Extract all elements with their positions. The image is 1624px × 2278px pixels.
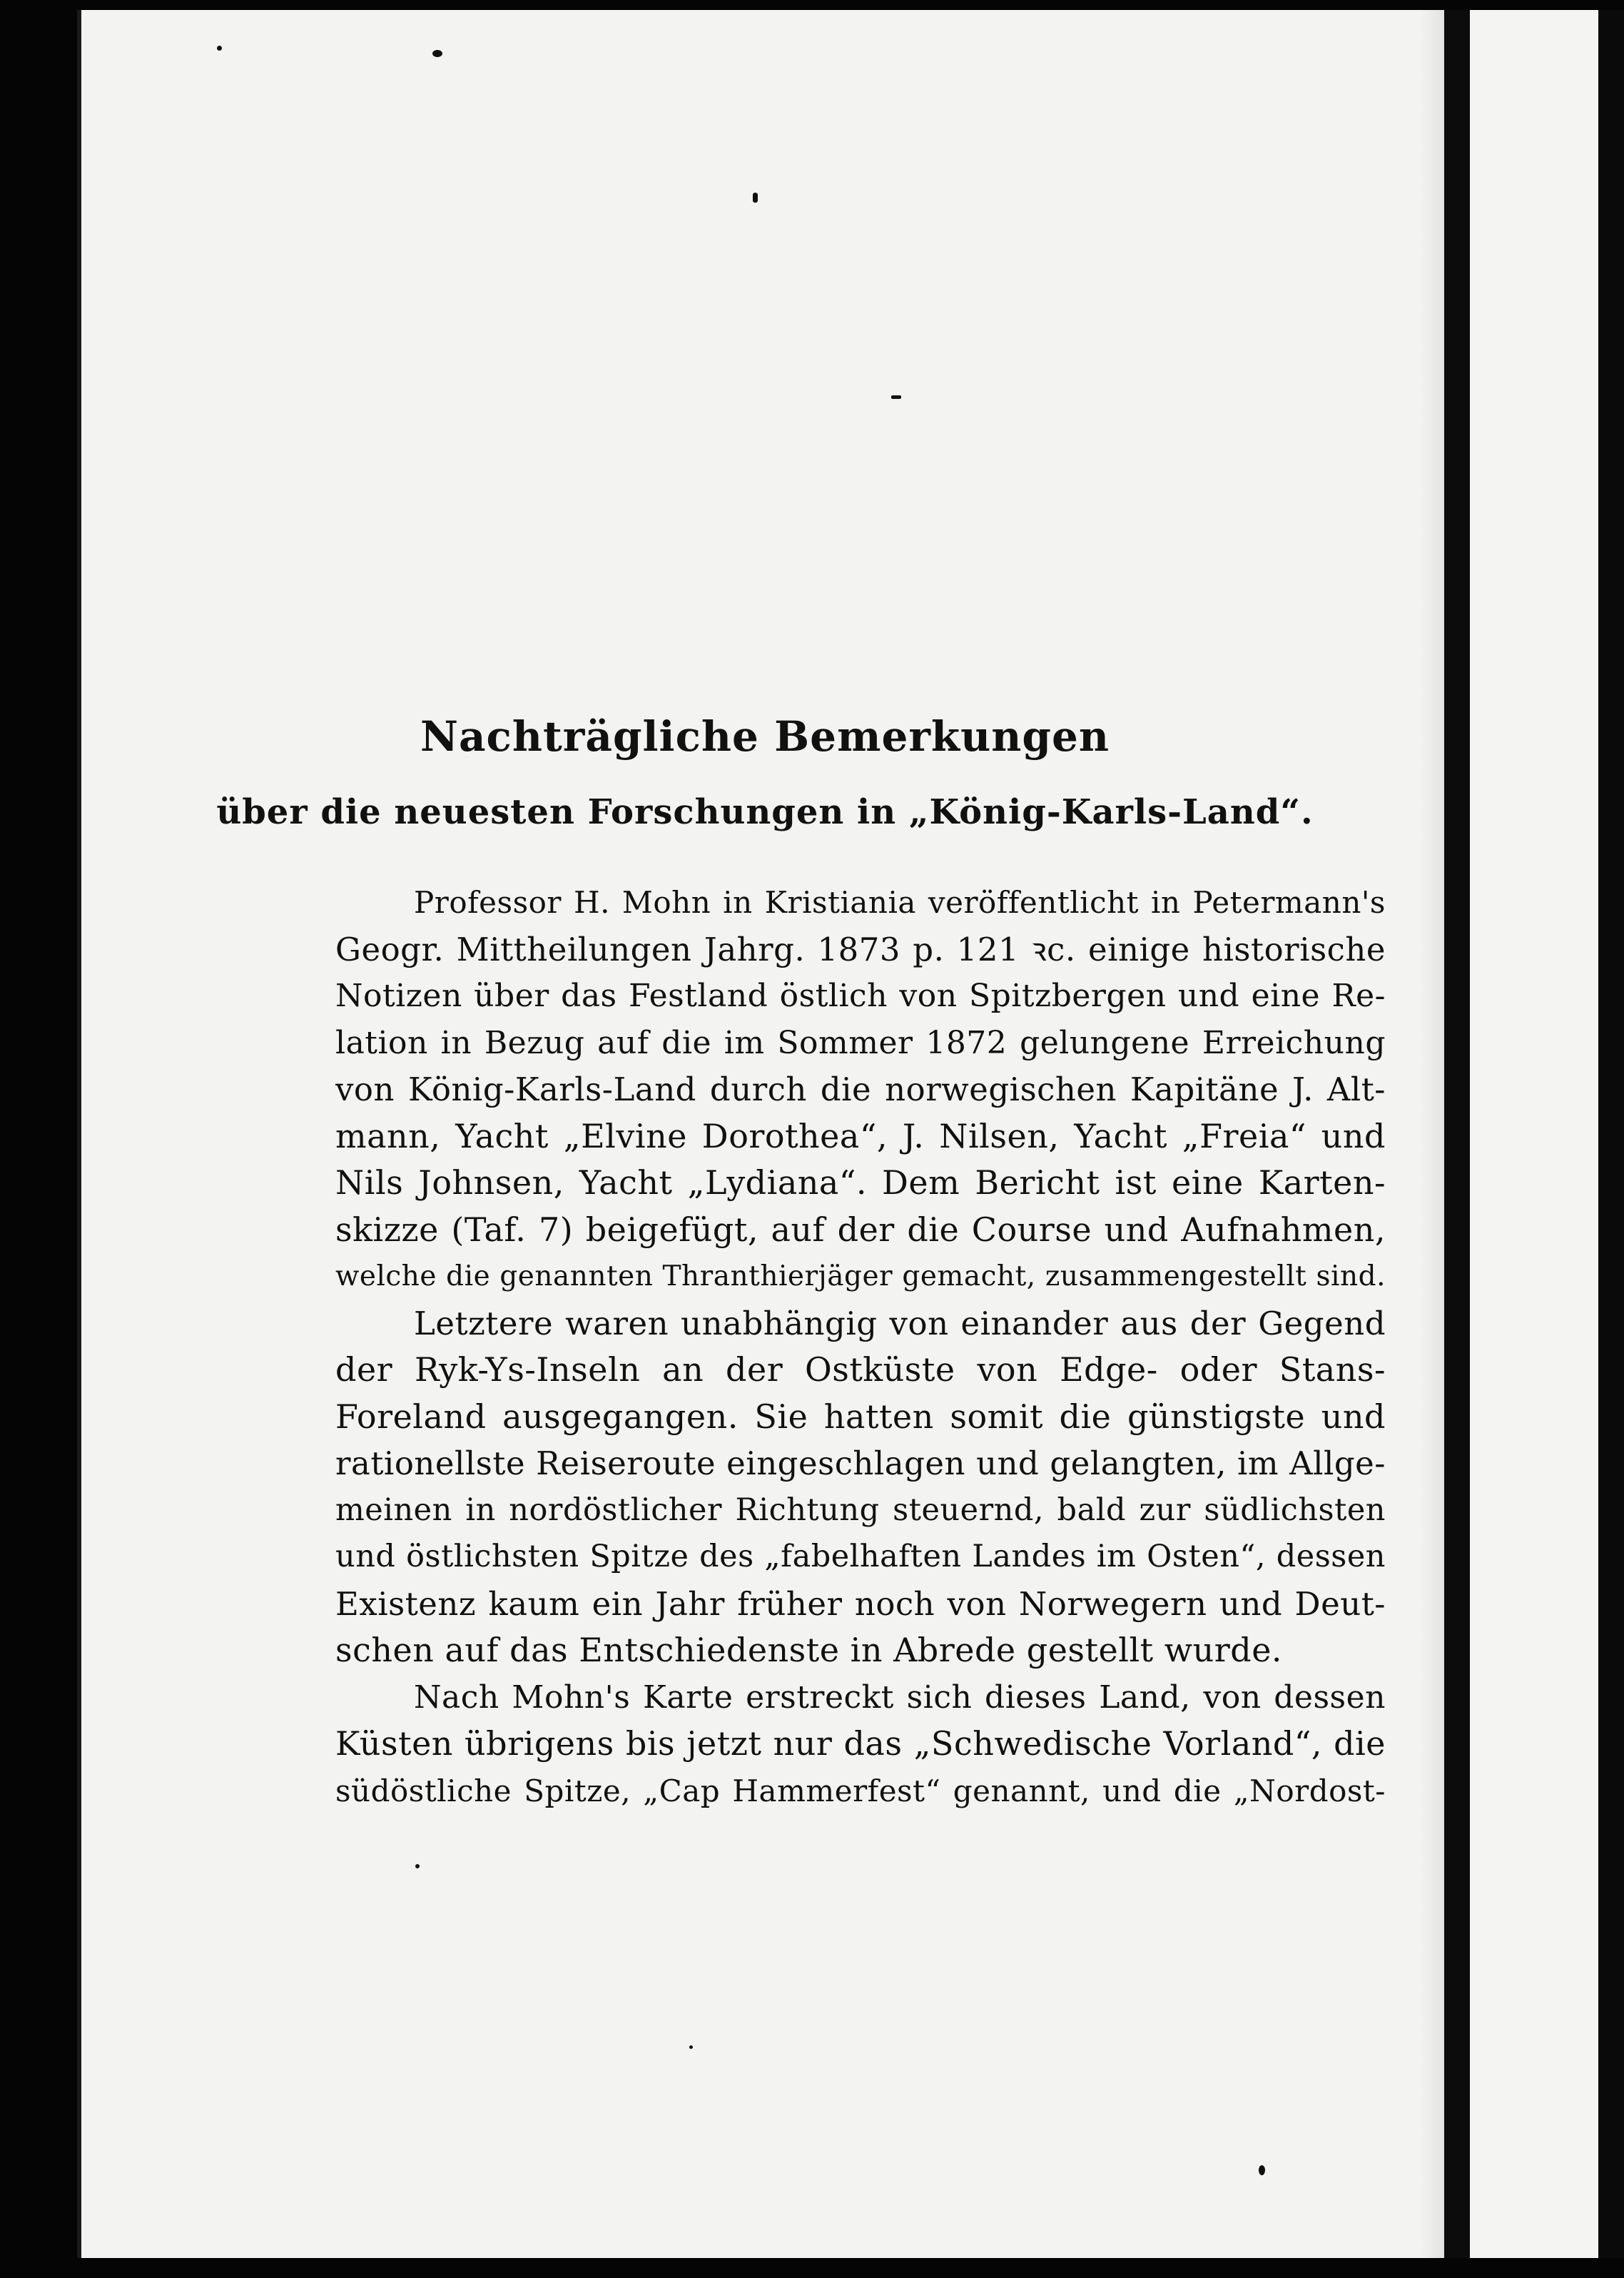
text-line: von König-Karls-Land durch die norwegischen Kapitäne J. Alt- bbox=[335, 1070, 1386, 1108]
scan-speck bbox=[1259, 2165, 1265, 2175]
adjacent-page-edge bbox=[1470, 10, 1605, 2258]
text-line: skizze (Taf. 7) beigefügt, auf der die Course und Aufnahmen, bbox=[335, 1210, 1386, 1249]
text-line: rationellste Reiseroute eingeschlagen und gelangten, im Allge- bbox=[335, 1444, 1386, 1482]
text-line: Professor H. Mohn in Kristiania veröffentlicht in Petermann's bbox=[414, 885, 1386, 920]
scan-speck bbox=[753, 193, 758, 203]
text-line: Küsten übrigens bis jetzt nur das „Schwedische Vorland“, die bbox=[335, 1724, 1386, 1763]
page-title: Nachträgliche Bemerkungen bbox=[420, 712, 1110, 761]
book-binding bbox=[1444, 10, 1470, 2258]
text-line: schen auf das Entschiedenste in Abrede gestellt wurde. bbox=[335, 1631, 1283, 1669]
text-line: Foreland ausgegangen. Sie hatten somit die günstigste und bbox=[335, 1397, 1386, 1436]
text-line: Notizen über das Festland östlich von Spitzbergen und eine Re- bbox=[335, 978, 1386, 1014]
scan-border bbox=[1598, 10, 1624, 2258]
text-line: Nach Mohn's Karte erstreckt sich dieses Land, von dessen bbox=[414, 1679, 1386, 1716]
scan-speck bbox=[689, 2045, 693, 2049]
text-line: lation in Bezug auf die im Sommer 1872 gelungene Erreichung bbox=[335, 1024, 1386, 1061]
page-subtitle: über die neuesten Forschungen in „König-Karls-Land“. bbox=[216, 792, 1314, 832]
text-line: südöstliche Spitze, „Cap Hammerfest“ genannt, und die „Nordost- bbox=[335, 1773, 1386, 1808]
body-text bbox=[335, 879, 1386, 1814]
text-line: und östlichsten Spitze des „fabelhaften Landes im Osten“, dessen bbox=[335, 1539, 1386, 1574]
text-line: Geogr. Mittheilungen Jahrg. 1873 p. 121 ꝛc. einige historische bbox=[335, 930, 1386, 968]
text-line: mann, Yacht „Elvine Dorothea“, J. Nilsen, Yacht „Freia“ und bbox=[335, 1116, 1386, 1155]
scan-speck bbox=[432, 50, 442, 57]
text-line: Nils Johnsen, Yacht „Lydiana“. Dem Bericht ist eine Karten- bbox=[335, 1163, 1386, 1202]
text-line: der Ryk-Ys-Inseln an der Ostküste von Edge- oder Stans- bbox=[335, 1350, 1386, 1389]
text-line: Letztere waren unabhängig von einander aus der Gegend bbox=[414, 1304, 1386, 1342]
book-page bbox=[77, 10, 1448, 2258]
scan-speck bbox=[891, 395, 901, 399]
scan-speck bbox=[415, 1864, 420, 1868]
text-line: welche die genannten Thranthierjäger gemacht, zusammengestellt sind. bbox=[335, 1260, 1386, 1292]
text-line: Existenz kaum ein Jahr früher noch von Norwegern und Deut- bbox=[335, 1584, 1386, 1623]
scan-speck bbox=[217, 46, 222, 51]
text-line: meinen in nordöstlicher Richtung steuernd, bald zur südlichsten bbox=[335, 1492, 1386, 1528]
